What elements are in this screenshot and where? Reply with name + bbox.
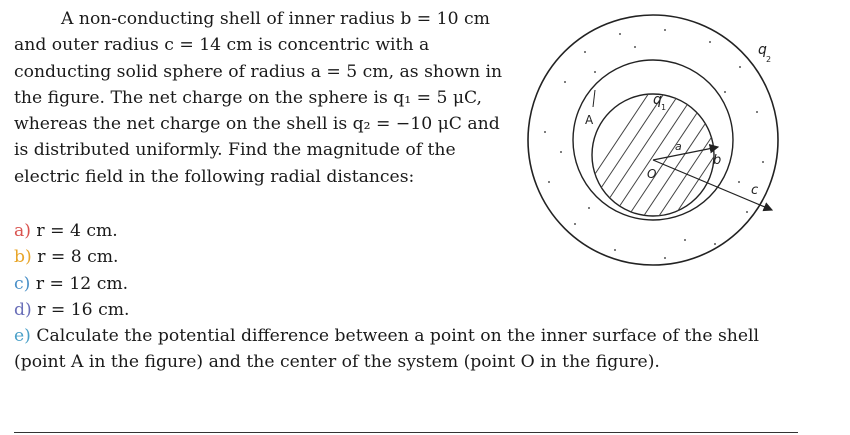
option-e	[14, 323, 759, 349]
bottom-divider	[14, 432, 798, 433]
radius-b-arrow	[653, 147, 718, 160]
label-radius-a: a	[675, 140, 682, 153]
concentric-spheres-figure	[525, 12, 795, 282]
option-d-text: r = 16 cm.	[37, 299, 130, 320]
problem-line-4: the figure. The net charge on the sphere is q₁ = 5 μC,	[14, 87, 483, 108]
problem-line-3: conducting solid sphere of radius a = 5 cm, as shown in	[14, 61, 503, 82]
shell-dots	[544, 29, 764, 259]
label-q1-subscript: 1	[661, 103, 667, 112]
problem-line-7: electric field in the following radial distances:	[14, 166, 415, 187]
option-d	[14, 297, 759, 323]
label-radius-b: b	[713, 153, 722, 168]
option-b-text: r = 8 cm.	[37, 247, 119, 268]
option-d-label: d)	[14, 299, 32, 320]
label-point-A: A	[585, 113, 594, 127]
option-e-label: e)	[14, 326, 31, 347]
problem-line-5: whereas the net charge on the shell is q₂ = −10 μC and	[14, 114, 500, 135]
problem-statement	[14, 6, 514, 190]
option-c-text: r = 12 cm.	[35, 273, 129, 294]
inner-shell-circle	[573, 60, 733, 220]
label-radius-c: c	[751, 183, 759, 198]
option-b-label: b)	[14, 247, 32, 268]
label-q1: q	[653, 92, 662, 108]
option-c-label: c)	[14, 273, 31, 294]
option-e-text: Calculate the potential difference between a point on the inner surface of the shell	[36, 326, 760, 347]
problem-line-6: is distributed uniformly. Find the magnitude of the	[14, 140, 456, 161]
problem-line-2: and outer radius c = 14 cm is concentric with a	[14, 35, 430, 56]
option-e-line-2: (point A in the figure) and the center of the system (point O in the figure).	[14, 352, 660, 373]
point-a-pointer	[593, 90, 595, 107]
problem-line-1: A non-conducting shell of inner radius b = 10 cm	[61, 9, 490, 29]
option-a-text: r = 4 cm.	[36, 221, 118, 241]
label-point-O: O	[647, 167, 657, 181]
label-q2: q	[758, 42, 767, 58]
option-a-label: a)	[14, 221, 31, 241]
label-q2-subscript: 2	[766, 55, 772, 64]
outer-shell-circle	[528, 15, 778, 265]
